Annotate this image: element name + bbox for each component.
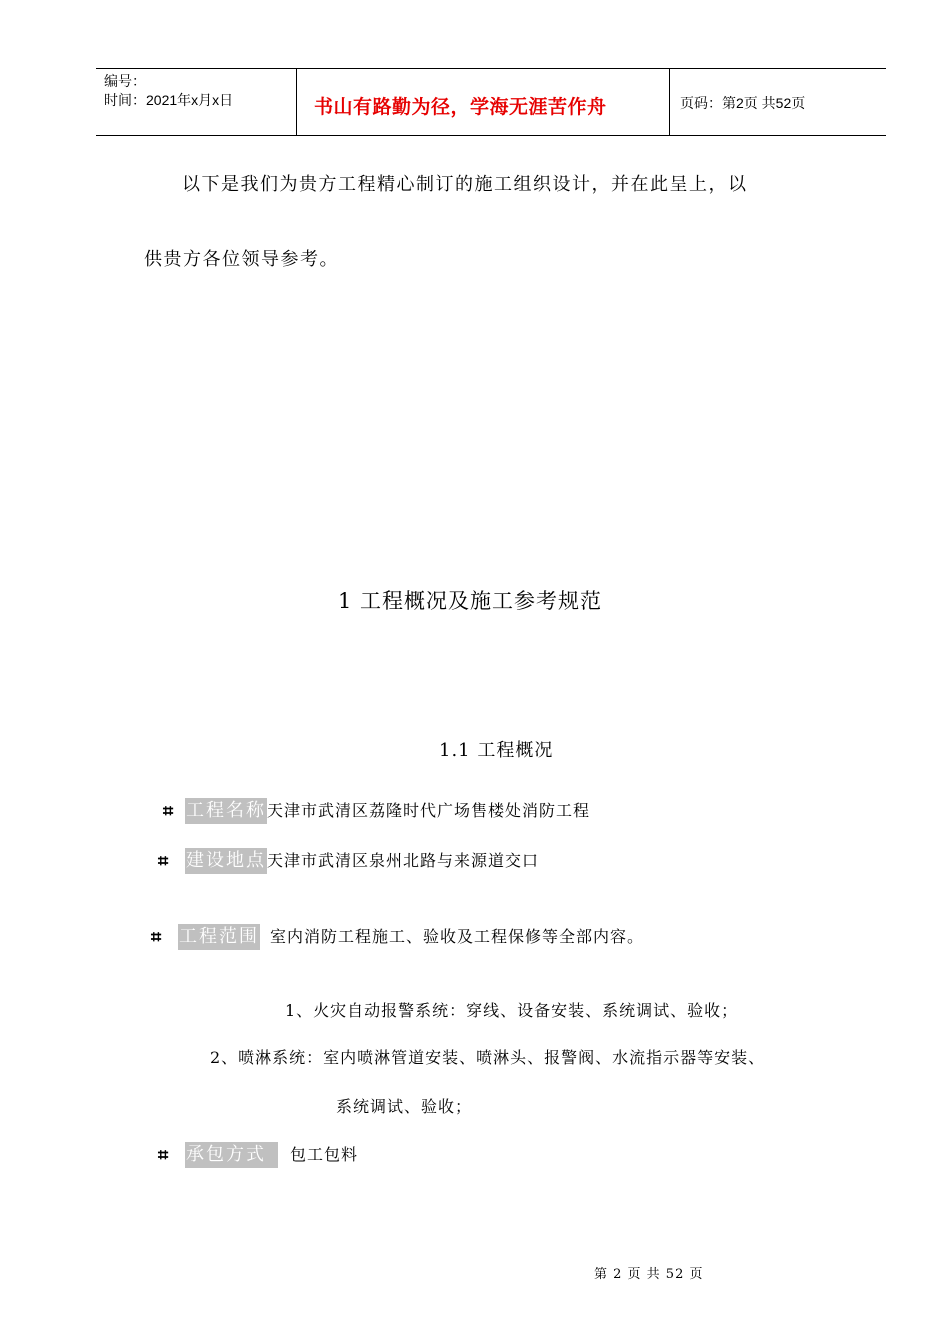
hash-bullet-icon: ⌗ <box>158 1144 169 1166</box>
field-value-construction-site: 天津市武清区泉州北路与来源道交口 <box>267 851 540 870</box>
scope-detail-2-continued: 系统调试、验收； <box>336 1097 473 1116</box>
header-divider-right <box>669 68 670 136</box>
field-label-project-name: 工程名称 <box>185 798 267 824</box>
field-label-contract-type: 承包方式 <box>185 1142 278 1168</box>
scope-detail-1: 1、火灾自动报警系统：穿线、设备安装、系统调试、验收； <box>285 1001 739 1020</box>
header-bottom-rule <box>96 135 886 136</box>
list-item-construction-site <box>158 848 539 874</box>
document-number-label: 编号： <box>104 73 146 89</box>
page-footer: 第 2 页 共 52 页 <box>594 1267 704 1282</box>
list-item-project-scope <box>151 924 644 950</box>
list-item-contract-type <box>158 1142 358 1168</box>
document-time: 时间：2021年x月x日 <box>104 92 234 108</box>
hash-bullet-icon: ⌗ <box>151 926 162 948</box>
header-page-info: 页码：第2页 共52页 <box>680 95 806 111</box>
intro-line-2: 供贵方各位领导参考。 <box>144 249 339 270</box>
list-item-project-name <box>163 798 590 824</box>
field-value-contract-type: 包工包料 <box>290 1145 359 1164</box>
field-label-construction-site: 建设地点 <box>185 848 267 874</box>
section-1-1-title: 1.1 工程概况 <box>439 740 554 761</box>
header-divider-left <box>296 68 297 136</box>
field-label-project-scope: 工程范围 <box>178 924 260 950</box>
field-value-project-scope: 室内消防工程施工、验收及工程保修等全部内容。 <box>270 927 645 946</box>
hash-bullet-icon: ⌗ <box>158 850 169 872</box>
scope-detail-2: 2、喷淋系统：室内喷淋管道安装、喷淋头、报警阀、水流指示器等安装、 <box>210 1048 766 1067</box>
header-top-rule <box>96 68 886 69</box>
field-value-project-name: 天津市武清区荔隆时代广场售楼处消防工程 <box>267 801 591 820</box>
section-1-title: 1 工程概况及施工参考规范 <box>338 589 603 613</box>
hash-bullet-icon: ⌗ <box>163 800 174 822</box>
intro-line-1: 以下是我们为贵方工程精心制订的施工组织设计，并在此呈上，以 <box>182 174 748 195</box>
header-motto: 书山有路勤为径，学海无涯苦作舟 <box>314 96 607 118</box>
